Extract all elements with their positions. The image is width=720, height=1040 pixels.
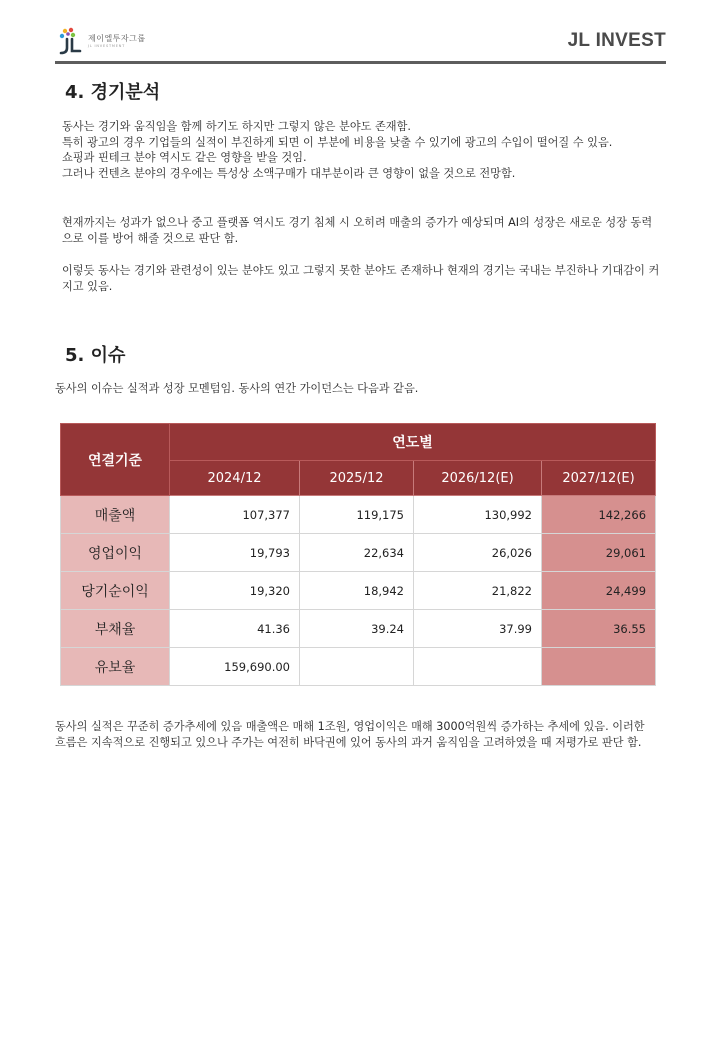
- table-cell: [542, 648, 656, 686]
- table-cell: 130,992: [414, 496, 542, 534]
- table-cell: 119,175: [300, 496, 414, 534]
- section-4-paragraph-3: 이렇듯 동사는 경기와 관련성이 있는 분야도 있고 그렇지 못한 분야도 존재하나 현재의 경기는 국내는 부진하나 기대감이 커지고 있음.: [62, 264, 660, 293]
- column-header-year: 2027/12(E): [542, 461, 656, 496]
- row-label-revenue: 매출액: [61, 496, 170, 534]
- column-header-year: 2025/12: [300, 461, 414, 496]
- table-cell: 142,266: [542, 496, 656, 534]
- row-label-debt-ratio: 부채율: [61, 610, 170, 648]
- table-cell: [300, 648, 414, 686]
- section-4-paragraph-1: [62, 119, 662, 181]
- table-cell: 41.36: [170, 610, 300, 648]
- section-5-conclusion: 동사의 실적은 꾸준히 증가추세에 있음 매출액은 매해 1조원, 영업이익은 매해 3000억원씩 증가하는 추세에 있음. 이러한 흐름은 지속적으로 진행되고 있으나 주가는 여전히 바닥권에 있어 동사의 과거 움직임을 고려하였을 때 저평가로 판단 함.: [55, 720, 645, 749]
- table-cell: 159,690.00: [170, 648, 300, 686]
- table-cell: 21,822: [414, 572, 542, 610]
- table-cell: 24,499: [542, 572, 656, 610]
- table-row: [61, 610, 656, 648]
- logo-name: 제이엘투자그룹: [88, 33, 146, 43]
- logo-subtitle: JL INVESTMENT: [88, 43, 126, 48]
- table-row: [61, 648, 656, 686]
- table-cell: 29,061: [542, 534, 656, 572]
- column-header-year: 2024/12: [170, 461, 300, 496]
- paragraph-line: 그러나 컨텐츠 분야의 경우에는 특성상 소액구매가 대부분이라 큰 영향이 없을 것으로 전망함.: [62, 166, 516, 180]
- table-cell: 18,942: [300, 572, 414, 610]
- row-label-reserve-ratio: 유보율: [61, 648, 170, 686]
- section-4-paragraph-2: 현재까지는 성과가 없으나 중고 플랫폼 역시도 경기 침체 시 오히려 매출의 증가가 예상되며 AI의 성장은 새로운 성장 동력으로 이를 방어 해줄 것으로 판단 함.: [62, 216, 653, 245]
- table-row: [61, 496, 656, 534]
- row-label-net-income: 당기순이익: [61, 572, 170, 610]
- table-corner-header: 연결기준: [61, 424, 170, 496]
- table-cell: 36.55: [542, 610, 656, 648]
- paragraph-line: 쇼핑과 핀테크 분야 역시도 같은 영향을 받을 것임.: [62, 151, 307, 164]
- table-group-header: 연도별: [170, 424, 656, 461]
- paragraph-line: 동사는 경기와 움직임을 함께 하기도 하지만 그렇지 않은 분야도 존재함.: [62, 120, 411, 133]
- table-cell: 19,793: [170, 534, 300, 572]
- table-cell: 39.24: [300, 610, 414, 648]
- section-4-title: 4. 경기분석: [65, 82, 161, 103]
- table-cell: 19,320: [170, 572, 300, 610]
- table-row: [61, 534, 656, 572]
- header-divider: [55, 61, 666, 64]
- logo-mark-icon: [55, 26, 85, 56]
- row-label-operating-profit: 영업이익: [61, 534, 170, 572]
- logo: [55, 26, 146, 56]
- brand-title: JL INVEST: [567, 30, 666, 51]
- table-row: [61, 572, 656, 610]
- section-5-intro: 동사의 이슈는 실적과 성장 모멘텀임. 동사의 연간 가이던스는 다음과 같음.: [55, 382, 419, 395]
- table-cell: 22,634: [300, 534, 414, 572]
- section-5-title: 5. 이슈: [65, 345, 126, 366]
- financial-table: [60, 423, 656, 686]
- table-cell: 26,026: [414, 534, 542, 572]
- table-cell: 107,377: [170, 496, 300, 534]
- column-header-year: 2026/12(E): [414, 461, 542, 496]
- table-cell: [414, 648, 542, 686]
- page-header: [55, 24, 666, 64]
- paragraph-line: 특히 광고의 경우 기업들의 실적이 부진하게 되면 이 부분에 비용을 낮출 수 있기에 광고의 수입이 떨어질 수 있음.: [62, 135, 613, 149]
- table-cell: 37.99: [414, 610, 542, 648]
